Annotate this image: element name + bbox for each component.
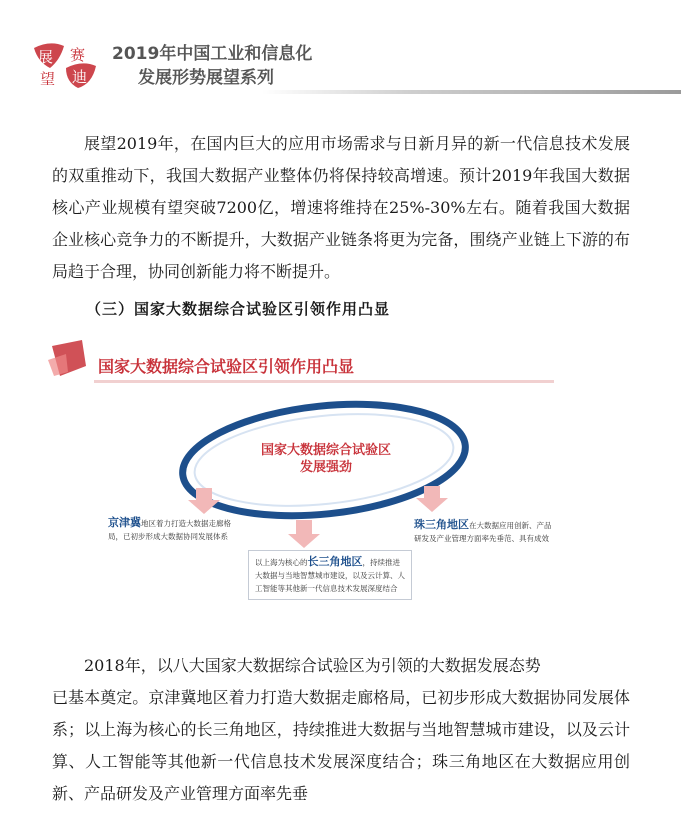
center-label-line2: 发展强劲: [299, 460, 352, 475]
region-name-changsanjiao: 长三角地区: [307, 555, 363, 568]
region-box-jingjinji: [108, 516, 242, 543]
figure-title: 国家大数据综合试验区引领作用凸显: [98, 357, 355, 376]
figure: [46, 336, 636, 636]
section-heading: （三）国家大数据综合试验区引领作用凸显: [86, 300, 391, 318]
region-name-jingjinji: 京津冀: [108, 516, 141, 529]
region-box-changsanjiao: [248, 550, 412, 600]
region-text-jingjinji: 地区着力打造大数据走廊格局，已初步形成大数据协同发展体系: [108, 519, 231, 541]
paragraph-2-rest: 已基本奠定。京津冀地区着力打造大数据走廊格局，已初步形成大数据协同发展体系；以上海为核心的长三角地区，持续推进大数据与当地智慧城市建设，以及云计算、人工智能等其他新一代信息技术发展深度结合；珠三角地区在大数据应用创新、产品研发及产业管理方面率先垂: [52, 688, 630, 803]
header-title-line1: 2019年中国工业和信息化: [112, 44, 313, 64]
region-box-zhusanjiao: [414, 518, 554, 545]
header-divider: [262, 90, 681, 94]
header-title: [112, 42, 312, 90]
logo: [30, 38, 100, 94]
region-text-changsanjiao: ，持续推进大数据与当地智慧城市建设，以及云计算、人工智能等其他新一代信息技术发展深度结合: [255, 558, 405, 593]
svg-text:展: 展: [38, 48, 54, 66]
center-label-line1: 国家大数据综合试验区: [260, 443, 391, 458]
paragraph-2-lead: 2018年，以八大国家大数据综合试验区为引领的大数据发展态势: [84, 656, 541, 675]
paragraph-2: [52, 650, 630, 810]
region-text-zhusanjiao: 在大数据应用创新、产品研发及产业管理方面率先垂范、具有成效: [414, 521, 552, 543]
header-title-line2: 发展形势展望系列: [138, 68, 274, 88]
svg-text:赛: 赛: [70, 46, 86, 64]
svg-text:望: 望: [40, 70, 56, 88]
center-label: [231, 442, 421, 476]
region-name-zhusanjiao: 珠三角地区: [414, 518, 469, 531]
arrow-down-middle-icon: [288, 520, 320, 548]
paragraph-1: 展望2019年，在国内巨大的应用市场需求与日新月异的新一代信息技术发展的双重推动下，我国大数据产业整体仍将保持较高增速。预计2019年我国大数据核心产业规模有望突破7200亿，增速将维持在25%-30%左右。随着我国大数据企业核心竞争力的不断提升，大数据产业链条将更为完备，围绕产业链上下游的布局趋于合理，协同创新能力将不断提升。: [52, 134, 630, 281]
region-prefix-changsanjiao: 以上海为核心的: [255, 558, 308, 567]
svg-text:迪: 迪: [72, 68, 88, 86]
